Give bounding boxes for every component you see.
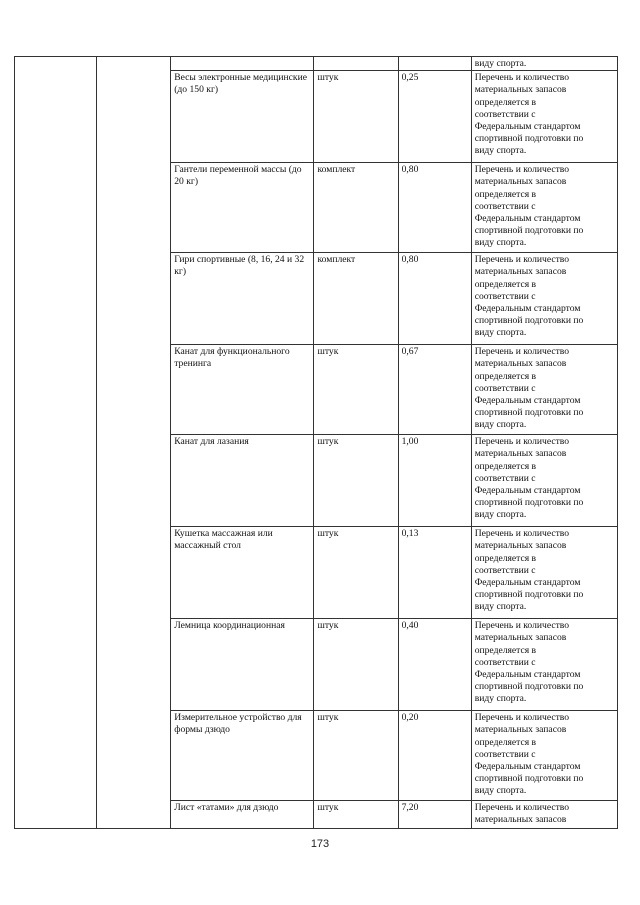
- merged-cell-col2: [97, 57, 171, 829]
- merged-cell-col1: [15, 57, 97, 829]
- item-name-cell: Гири спортивные (8, 16, 24 и 32 кг): [171, 253, 314, 345]
- page-number: 173: [310, 838, 330, 850]
- note-cell: Перечень и количество материальных запасов определяется в соответствии с Федеральным стандартом спортивной подготовки по виду спорта.: [471, 527, 617, 619]
- quantity-cell: 0,40: [398, 619, 471, 711]
- note-cell: Перечень и количество материальных запасов определяется в соответствии с Федеральным стандартом спортивной подготовки по виду спорта.: [471, 163, 617, 253]
- quantity-cell: 0,80: [398, 253, 471, 345]
- note-cell: Перечень и количество материальных запасов определяется в соответствии с Федеральным стандартом спортивной подготовки по виду спорта.: [471, 71, 617, 163]
- unit-cell: штук: [314, 435, 398, 527]
- quantity-cell: 7,20: [398, 801, 471, 829]
- quantity-cell: 0,13: [398, 527, 471, 619]
- quantity-cell: 1,00: [398, 435, 471, 527]
- unit-cell: штук: [314, 801, 398, 829]
- note-cell-fragment: виду спорта.: [471, 57, 617, 71]
- note-cell: Перечень и количество материальных запасов определяется в соответствии с Федеральным стандартом спортивной подготовки по виду спорта.: [471, 345, 617, 435]
- unit-cell: комплект: [314, 253, 398, 345]
- item-name-cell: Кушетка массажная или массажный стол: [171, 527, 314, 619]
- unit-cell: штук: [314, 71, 398, 163]
- unit-cell: штук: [314, 527, 398, 619]
- quantity-cell: 0,20: [398, 711, 471, 801]
- item-name-cell: Весы электронные медицинские (до 150 кг): [171, 71, 314, 163]
- equipment-table: [14, 56, 618, 829]
- unit-cell: штук: [314, 345, 398, 435]
- unit-cell: штук: [314, 711, 398, 801]
- unit-cell: штук: [314, 619, 398, 711]
- item-name-cell: Измерительное устройство для формы дзюдо: [171, 711, 314, 801]
- note-cell: Перечень и количество материальных запасов определяется в соответствии с Федеральным стандартом спортивной подготовки по виду спорта.: [471, 253, 617, 345]
- note-cell: Перечень и количество материальных запасов определяется в соответствии с Федеральным стандартом спортивной подготовки по виду спорта.: [471, 435, 617, 527]
- note-cell: Перечень и количество материальных запасов определяется в соответствии с Федеральным стандартом спортивной подготовки по виду спорта.: [471, 711, 617, 801]
- note-cell: Перечень и количество материальных запасов определяется в соответствии с Федеральным стандартом спортивной подготовки по виду спорта.: [471, 619, 617, 711]
- quantity-cell: 0,80: [398, 163, 471, 253]
- quantity-cell: 0,25: [398, 71, 471, 163]
- quantity-cell: 0,67: [398, 345, 471, 435]
- item-name-cell: Лист «татами» для дзюдо: [171, 801, 314, 829]
- note-cell: Перечень и количество материальных запасов: [471, 801, 617, 829]
- item-name-cell: Канат для лазания: [171, 435, 314, 527]
- item-name-cell: Канат для функционального тренинга: [171, 345, 314, 435]
- item-name-cell: Лемница координационная: [171, 619, 314, 711]
- unit-cell: комплект: [314, 163, 398, 253]
- table-row-continuation: [15, 57, 618, 71]
- item-name-cell: Гантели переменной массы (до 20 кг): [171, 163, 314, 253]
